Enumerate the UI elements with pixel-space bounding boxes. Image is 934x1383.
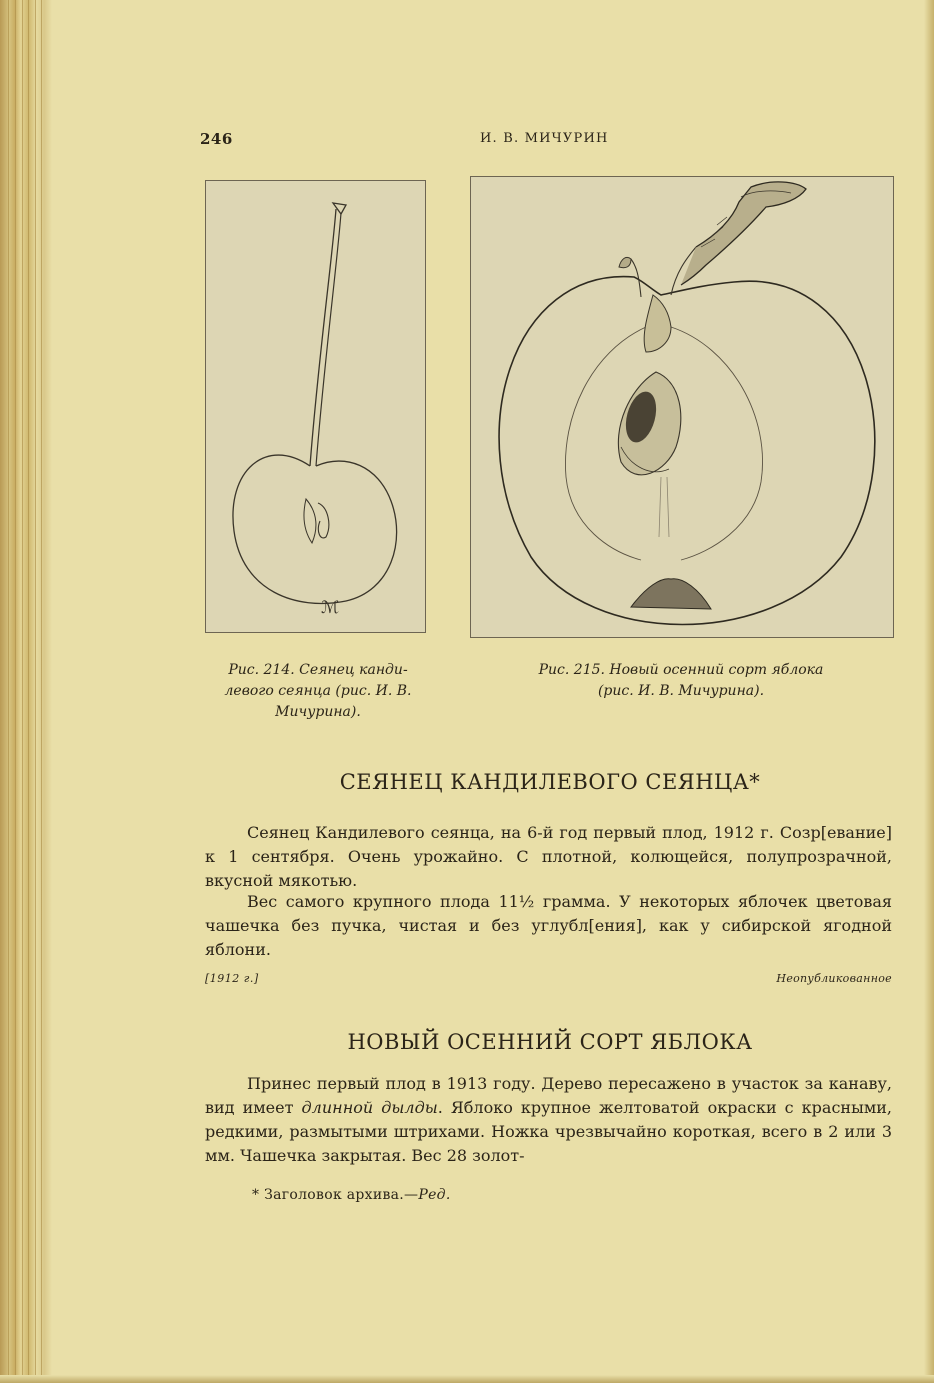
section-title-new-apple-variety: НОВЫЙ ОСЕННИЙ СОРТ ЯБЛОКА <box>347 1030 753 1054</box>
paragraph-text: Сеянец Кандилевого сеянца, на 6-й год первый плод, 1912 г. Созр[евание] к 1 сентября. Очень урожайно. С плотной, колющейся, полупрозрачной, вкусной мякотью. <box>205 823 892 890</box>
monogram-mark: ℳ <box>321 598 340 618</box>
footnote-marker: * <box>252 1187 260 1203</box>
caption-line: Мичурина). <box>275 704 361 720</box>
footnote <box>252 1187 451 1203</box>
running-head <box>200 130 892 150</box>
body-paragraph <box>205 890 892 962</box>
bottom-page-edge <box>0 1375 934 1383</box>
right-page-edge <box>924 0 934 1383</box>
paragraph-text: Принес первый плод в 1913 году. Дерево пересажено в участок за канаву, вид имеет <box>205 1074 892 1117</box>
figure-215-caption <box>470 660 892 702</box>
footnote-editor-abbrev: Ред. <box>418 1187 451 1203</box>
figure-214-cherry-apple-drawing <box>205 180 426 633</box>
caption-line: Рис. 215. Новый осенний сорт яблока <box>538 662 824 678</box>
footnote-text: Заголовок архива.— <box>264 1187 419 1203</box>
caption-line: левого сеянца (рис. И. В. <box>224 683 412 699</box>
unpublished-note: Неопубликованное <box>776 972 892 985</box>
figure-214-caption <box>200 660 436 723</box>
body-paragraph <box>205 1072 892 1168</box>
book-spine-edge <box>0 0 52 1383</box>
caption-line: Рис. 214. Сеянец канди- <box>228 662 408 678</box>
page-number: 246 <box>200 130 233 148</box>
body-paragraph <box>205 821 892 893</box>
paragraph-emphasis: длинной дылды <box>301 1098 438 1117</box>
paragraph-text: . Яблоко крупное желтоватой окраски с красными, редкими, размытыми штрихами. Ножка чрезвычайно короткая, всего в 2 или 3 мм. Чашечка закрытая. Вес 28 золот- <box>205 1098 893 1165</box>
caption-line: (рис. И. В. Мичурина). <box>597 683 765 699</box>
date-note: [1912 г.] <box>205 972 259 985</box>
running-title: И. В. МИЧУРИН <box>480 131 609 146</box>
section-title-seedling: СЕЯНЕЦ КАНДИЛЕВОГО СЕЯНЦА* <box>339 770 761 794</box>
figure-215-apple-cross-section <box>470 176 894 638</box>
paragraph-text: Вес самого крупного плода 11½ грамма. У некоторых яблочек цветовая чашечка без пучка, чистая и без углубл[ения], как у сибирской ягодной яблони. <box>205 892 892 959</box>
